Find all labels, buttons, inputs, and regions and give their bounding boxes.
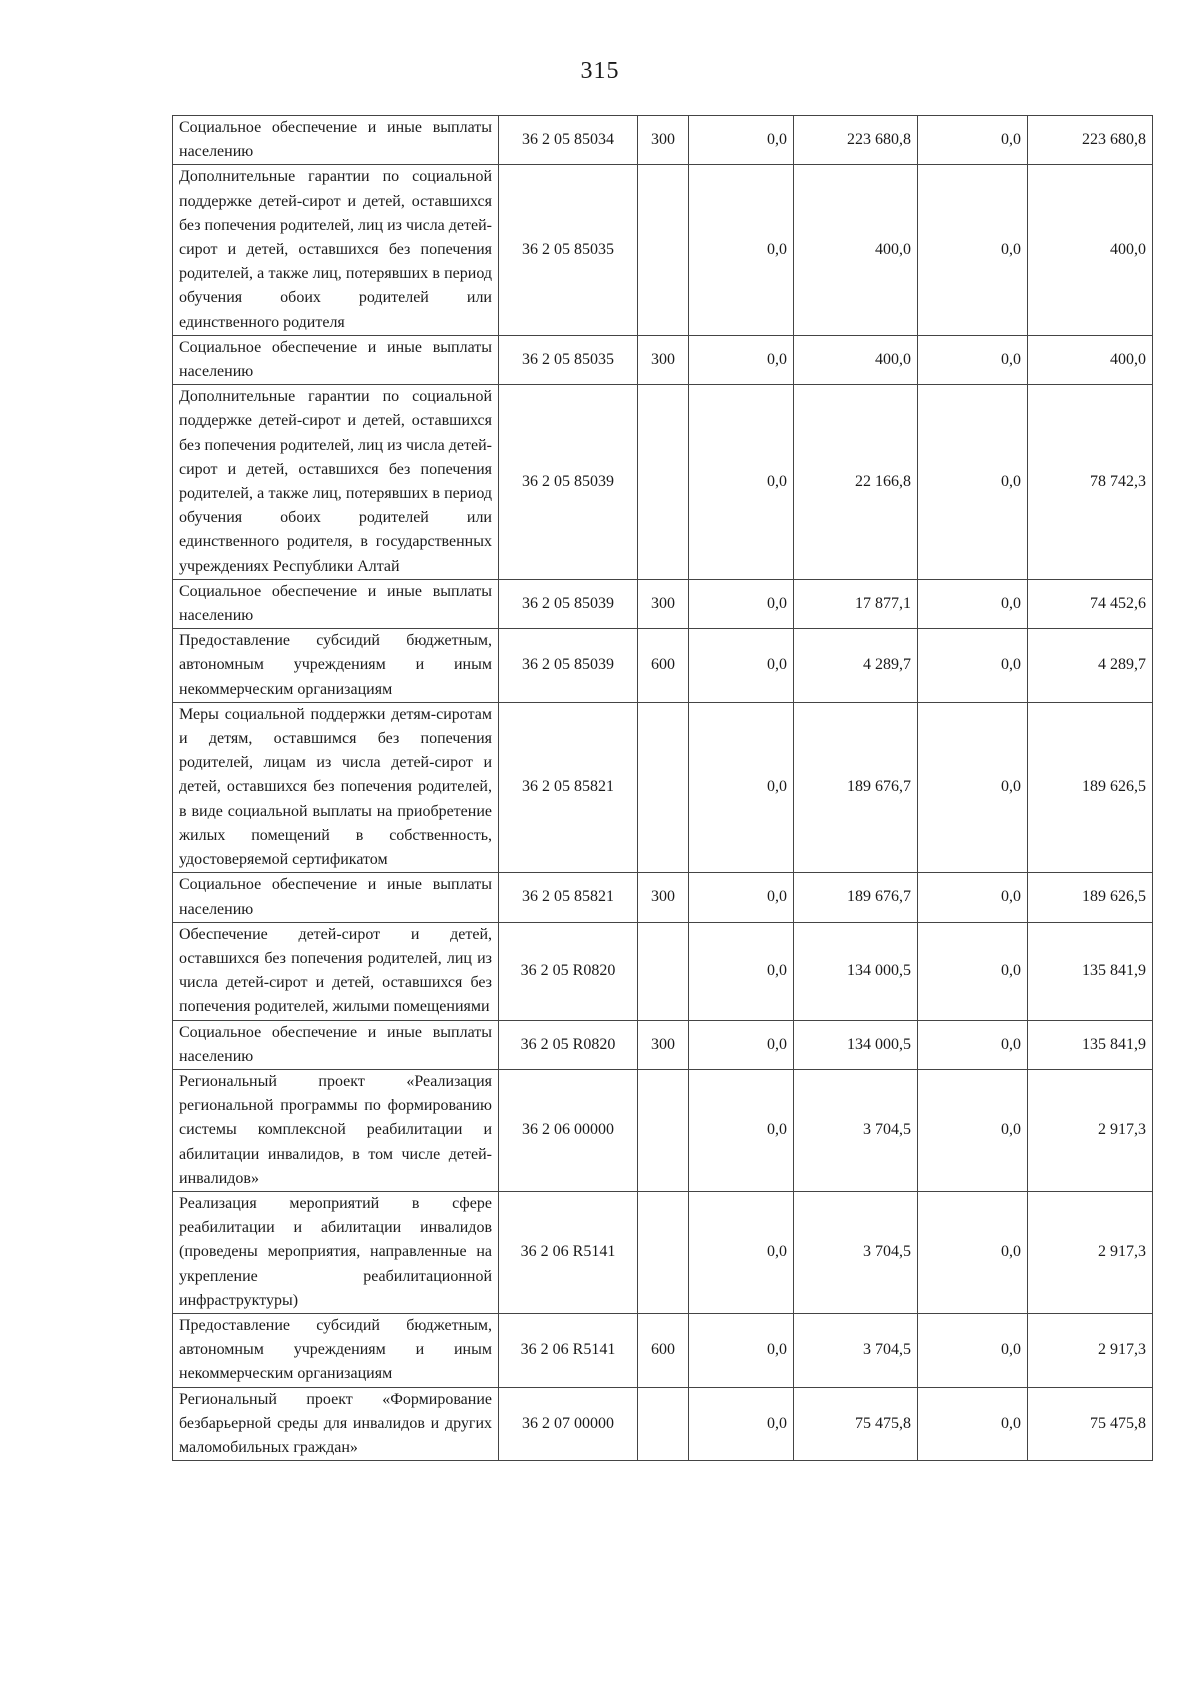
table-row: [173, 1191, 1153, 1313]
target-article-code-cell: 36 2 05 85035: [499, 335, 638, 384]
table-row: [173, 1387, 1153, 1461]
amount-cell-1: 0,0: [689, 1069, 794, 1191]
expense-name-cell: Меры социальной поддержки детям-сиротам и детям, оставшимся без попечения родителей, лицам из числа детей-сирот и детей, оставшихся без попечения родителей, в виде социальной выплаты на приобретение жилых помещений в собственность, удостоверяемой сертификатом: [173, 702, 499, 872]
amount-cell-1: 0,0: [689, 579, 794, 628]
expense-name-cell: Социальное обеспечение и иные выплаты населению: [173, 116, 499, 165]
amount-cell-2: 134 000,5: [794, 922, 918, 1020]
target-article-code-cell: 36 2 05 R0820: [499, 922, 638, 1020]
amount-cell-4: 2 917,3: [1028, 1069, 1153, 1191]
amount-cell-2: 189 676,7: [794, 873, 918, 922]
amount-cell-3: 0,0: [918, 579, 1028, 628]
target-article-code-cell: 36 2 06 00000: [499, 1069, 638, 1191]
amount-cell-4: 78 742,3: [1028, 385, 1153, 580]
expense-type-code-cell: 300: [638, 579, 689, 628]
amount-cell-3: 0,0: [918, 335, 1028, 384]
table-row: [173, 385, 1153, 580]
expense-type-code-cell: [638, 1387, 689, 1461]
expense-type-code-cell: 300: [638, 116, 689, 165]
target-article-code-cell: 36 2 05 85039: [499, 385, 638, 580]
target-article-code-cell: 36 2 05 85039: [499, 579, 638, 628]
expense-type-code-cell: [638, 702, 689, 872]
amount-cell-4: 74 452,6: [1028, 579, 1153, 628]
expense-name-cell: Дополнительные гарантии по социальной поддержке детей-сирот и детей, оставшихся без попечения родителей, лиц из числа детей-сирот и детей, оставшихся без попечения родителей, а также лиц, потерявших в период обучения обоих родителей или единственного родителя: [173, 165, 499, 335]
amount-cell-1: 0,0: [689, 385, 794, 580]
expense-type-code-cell: 600: [638, 1313, 689, 1387]
amount-cell-1: 0,0: [689, 922, 794, 1020]
table-row: [173, 1020, 1153, 1069]
amount-cell-1: 0,0: [689, 1020, 794, 1069]
amount-cell-3: 0,0: [918, 1313, 1028, 1387]
amount-cell-4: 189 626,5: [1028, 702, 1153, 872]
amount-cell-2: 400,0: [794, 165, 918, 335]
amount-cell-3: 0,0: [918, 165, 1028, 335]
expense-name-cell: Социальное обеспечение и иные выплаты населению: [173, 579, 499, 628]
amount-cell-2: 3 704,5: [794, 1313, 918, 1387]
expense-type-code-cell: [638, 922, 689, 1020]
amount-cell-3: 0,0: [918, 1387, 1028, 1461]
amount-cell-1: 0,0: [689, 1313, 794, 1387]
amount-cell-2: 400,0: [794, 335, 918, 384]
amount-cell-2: 223 680,8: [794, 116, 918, 165]
amount-cell-4: 223 680,8: [1028, 116, 1153, 165]
amount-cell-3: 0,0: [918, 1191, 1028, 1313]
table-row: [173, 873, 1153, 922]
table-row: [173, 702, 1153, 872]
amount-cell-4: 75 475,8: [1028, 1387, 1153, 1461]
expense-name-cell: Реализация мероприятий в сфере реабилитации и абилитации инвалидов (проведены мероприятия, направленные на укрепление реабилитационной инфраструктуры): [173, 1191, 499, 1313]
expense-name-cell: Социальное обеспечение и иные выплаты населению: [173, 873, 499, 922]
expense-name-cell: Предоставление субсидий бюджетным, автономным учреждениям и иным некоммерческим организациям: [173, 1313, 499, 1387]
target-article-code-cell: 36 2 05 85821: [499, 702, 638, 872]
target-article-code-cell: 36 2 05 85039: [499, 629, 638, 703]
amount-cell-4: 189 626,5: [1028, 873, 1153, 922]
amount-cell-2: 4 289,7: [794, 629, 918, 703]
amount-cell-3: 0,0: [918, 1020, 1028, 1069]
amount-cell-1: 0,0: [689, 1191, 794, 1313]
budget-table-body: [173, 116, 1153, 1461]
target-article-code-cell: 36 2 06 R5141: [499, 1313, 638, 1387]
amount-cell-2: 3 704,5: [794, 1191, 918, 1313]
expense-name-cell: Предоставление субсидий бюджетным, автономным учреждениям и иным некоммерческим организациям: [173, 629, 499, 703]
amount-cell-3: 0,0: [918, 873, 1028, 922]
amount-cell-1: 0,0: [689, 1387, 794, 1461]
table-row: [173, 335, 1153, 384]
amount-cell-4: 400,0: [1028, 335, 1153, 384]
amount-cell-3: 0,0: [918, 116, 1028, 165]
target-article-code-cell: 36 2 07 00000: [499, 1387, 638, 1461]
amount-cell-4: 2 917,3: [1028, 1191, 1153, 1313]
table-row: [173, 116, 1153, 165]
amount-cell-3: 0,0: [918, 629, 1028, 703]
target-article-code-cell: 36 2 05 85034: [499, 116, 638, 165]
amount-cell-4: 135 841,9: [1028, 1020, 1153, 1069]
expense-type-code-cell: 600: [638, 629, 689, 703]
target-article-code-cell: 36 2 05 85035: [499, 165, 638, 335]
amount-cell-1: 0,0: [689, 165, 794, 335]
expense-type-code-cell: [638, 165, 689, 335]
amount-cell-4: 135 841,9: [1028, 922, 1153, 1020]
table-row: [173, 165, 1153, 335]
expense-type-code-cell: [638, 1191, 689, 1313]
page-number: 315: [580, 58, 620, 84]
amount-cell-3: 0,0: [918, 922, 1028, 1020]
table-row: [173, 579, 1153, 628]
amount-cell-1: 0,0: [689, 335, 794, 384]
amount-cell-4: 400,0: [1028, 165, 1153, 335]
expense-type-code-cell: 300: [638, 1020, 689, 1069]
expense-name-cell: Региональный проект «Формирование безбарьерной среды для инвалидов и других маломобильных граждан»: [173, 1387, 499, 1461]
target-article-code-cell: 36 2 05 R0820: [499, 1020, 638, 1069]
expense-type-code-cell: [638, 1069, 689, 1191]
table-row: [173, 629, 1153, 703]
table-row: [173, 1069, 1153, 1191]
target-article-code-cell: 36 2 06 R5141: [499, 1191, 638, 1313]
amount-cell-2: 3 704,5: [794, 1069, 918, 1191]
expense-name-cell: Социальное обеспечение и иные выплаты населению: [173, 1020, 499, 1069]
amount-cell-2: 17 877,1: [794, 579, 918, 628]
expense-name-cell: Социальное обеспечение и иные выплаты населению: [173, 335, 499, 384]
amount-cell-4: 4 289,7: [1028, 629, 1153, 703]
amount-cell-4: 2 917,3: [1028, 1313, 1153, 1387]
amount-cell-2: 189 676,7: [794, 702, 918, 872]
amount-cell-1: 0,0: [689, 702, 794, 872]
table-row: [173, 1313, 1153, 1387]
budget-table: [172, 115, 1153, 1461]
amount-cell-2: 134 000,5: [794, 1020, 918, 1069]
expense-name-cell: Региональный проект «Реализация региональной программы по формированию системы комплексной реабилитации и абилитации инвалидов, в том числе детей-инвалидов»: [173, 1069, 499, 1191]
amount-cell-3: 0,0: [918, 385, 1028, 580]
expense-type-code-cell: [638, 385, 689, 580]
amount-cell-3: 0,0: [918, 702, 1028, 872]
expense-name-cell: Обеспечение детей-сирот и детей, оставшихся без попечения родителей, лиц из числа детей-сирот и детей, оставшихся без попечения родителей, жилыми помещениями: [173, 922, 499, 1020]
amount-cell-2: 22 166,8: [794, 385, 918, 580]
amount-cell-2: 75 475,8: [794, 1387, 918, 1461]
amount-cell-1: 0,0: [689, 629, 794, 703]
table-row: [173, 922, 1153, 1020]
expense-type-code-cell: 300: [638, 335, 689, 384]
amount-cell-1: 0,0: [689, 116, 794, 165]
target-article-code-cell: 36 2 05 85821: [499, 873, 638, 922]
expense-type-code-cell: 300: [638, 873, 689, 922]
amount-cell-1: 0,0: [689, 873, 794, 922]
expense-name-cell: Дополнительные гарантии по социальной поддержке детей-сирот и детей, оставшихся без попечения родителей, лиц из числа детей-сирот и детей, оставшихся без попечения родителей, а также лиц, потерявших в период обучения обоих родителей или единственного родителя, в государственных учреждениях Республики Алтай: [173, 385, 499, 580]
amount-cell-3: 0,0: [918, 1069, 1028, 1191]
